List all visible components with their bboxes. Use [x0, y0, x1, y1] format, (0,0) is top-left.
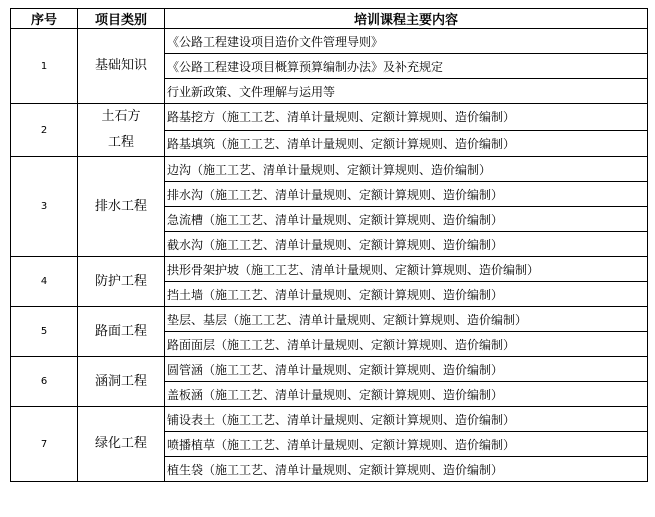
table-row	[11, 157, 648, 182]
category-label: 防护工程	[94, 273, 147, 289]
header-category: 项目类别	[78, 9, 165, 29]
category-cell	[78, 157, 165, 257]
content-cell: 排水沟（施工工艺、清单计量规则、定额计算规则、造价编制）	[165, 182, 648, 207]
content-cell: 《公路工程建设项目概算预算编制办法》及补充规定	[165, 54, 648, 79]
content-cell: 边沟（施工工艺、清单计量规则、定额计算规则、造价编制）	[165, 157, 648, 182]
category-cell	[78, 104, 165, 157]
category-label: 排水工程	[94, 198, 147, 214]
seq-cell: 6	[11, 357, 78, 407]
content-cell: 路基挖方（施工工艺、清单计量规则、定额计算规则、造价编制）	[165, 104, 648, 131]
seq-cell: 2	[11, 104, 78, 157]
table-row	[11, 407, 648, 432]
seq-cell: 3	[11, 157, 78, 257]
content-cell: 喷播植草（施工工艺、清单计量规则、定额计算规则、造价编制）	[165, 432, 648, 457]
header-content: 培训课程主要内容	[165, 9, 648, 29]
category-label: 涵洞工程	[94, 373, 147, 389]
category-label: 土石方	[101, 109, 141, 124]
content-cell: 挡土墙（施工工艺、清单计量规则、定额计算规则、造价编制）	[165, 282, 648, 307]
seq-cell: 1	[11, 29, 78, 104]
content-cell: 盖板涵（施工工艺、清单计量规则、定额计算规则、造价编制）	[165, 382, 648, 407]
content-cell: 垫层、基层（施工工艺、清单计量规则、定额计算规则、造价编制）	[165, 307, 648, 332]
header-seq: 序号	[11, 9, 78, 29]
seq-cell: 4	[11, 257, 78, 307]
table-header-row	[11, 9, 648, 29]
content-cell: 行业新政策、文件理解与运用等	[165, 79, 648, 104]
table-row	[11, 307, 648, 332]
category-cell	[78, 29, 165, 104]
category-label: 基础知识	[94, 58, 147, 73]
table-row	[11, 257, 648, 282]
category-label: 绿化工程	[94, 436, 147, 451]
content-cell: 植生袋（施工工艺、清单计量规则、定额计算规则、造价编制）	[165, 457, 648, 482]
content-cell: 路面面层（施工工艺、清单计量规则、定额计算规则、造价编制）	[165, 332, 648, 357]
table-row	[11, 104, 648, 131]
content-cell: 截水沟（施工工艺、清单计量规则、定额计算规则、造价编制）	[165, 232, 648, 257]
table-body	[11, 29, 648, 482]
content-cell: 圆管涵（施工工艺、清单计量规则、定额计算规则、造价编制）	[165, 357, 648, 382]
category-label: 路面工程	[94, 323, 147, 339]
content-cell: 铺设表土（施工工艺、清单计量规则、定额计算规则、造价编制）	[165, 407, 648, 432]
category-cell	[78, 407, 165, 482]
content-cell: 拱形骨架护坡（施工工艺、清单计量规则、定额计算规则、造价编制）	[165, 257, 648, 282]
category-cell	[78, 357, 165, 407]
category-cell	[78, 257, 165, 307]
content-cell: 路基填筑（施工工艺、清单计量规则、定额计算规则、造价编制）	[165, 130, 648, 157]
content-cell: 急流槽（施工工艺、清单计量规则、定额计算规则、造价编制）	[165, 207, 648, 232]
seq-cell: 7	[11, 407, 78, 482]
training-course-table	[10, 8, 648, 482]
seq-cell: 5	[11, 307, 78, 357]
table-row	[11, 29, 648, 54]
table-row	[11, 357, 648, 382]
category-label: 工程	[107, 135, 134, 150]
category-cell	[78, 307, 165, 357]
content-cell: 《公路工程建设项目造价文件管理导则》	[165, 29, 648, 54]
